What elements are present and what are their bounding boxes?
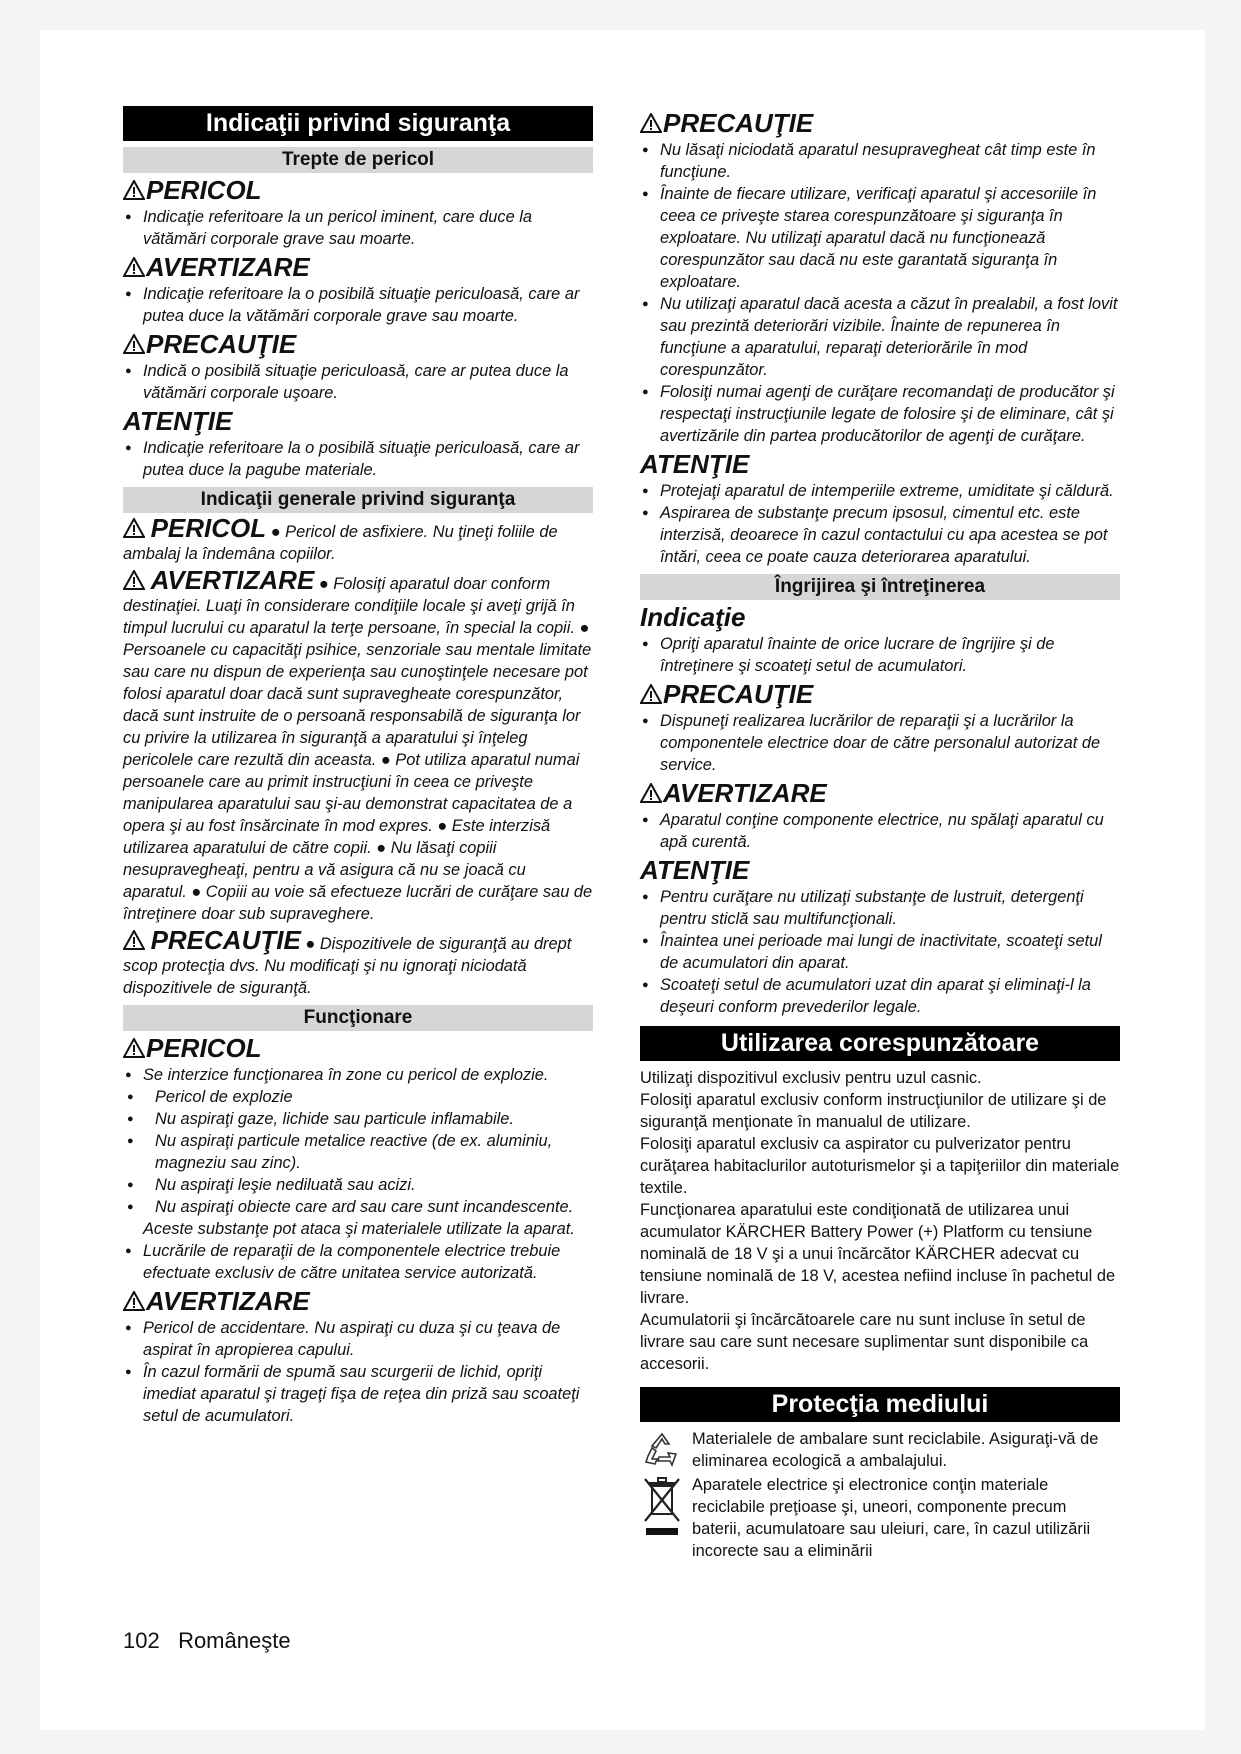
signal-precautie: PRECAUŢIE bbox=[123, 329, 593, 360]
use-paragraph: Folosiţi aparatul exclusiv conform instrucţiunilor de utilizare şi de siguranţă menţionate în manualul de utilizare. bbox=[640, 1091, 1107, 1131]
subsection-operation: Funcţionare bbox=[123, 1005, 593, 1031]
signal-pericol: PERICOL bbox=[123, 175, 593, 206]
list-item: ● Se interzice funcţionarea în zone cu pericol de explozie. bbox=[123, 1064, 593, 1086]
language-label: Româneşte bbox=[178, 1628, 291, 1653]
subsection-danger-levels: Trepte de pericol bbox=[123, 147, 593, 173]
list-item: ● Nu aspiraţi obiecte care ard sau care sunt incandescente. bbox=[123, 1196, 593, 1218]
section-title-environment: Protecţia mediului bbox=[640, 1387, 1120, 1422]
warning-triangle-icon bbox=[123, 334, 145, 354]
general-precautie-para: PRECAUŢIE ● Dispozitivele de siguranţă au drept scop protecţia dvs. Nu modificaţi şi nu ignoraţi niciodată dispozitivele de siguranţă. bbox=[123, 925, 572, 997]
signal-precautie: PRECAUŢIE bbox=[640, 108, 1120, 139]
warning-triangle-icon bbox=[123, 518, 145, 538]
env-paragraph: Materialele de ambalare sunt reciclabile. Asiguraţi-vă de eliminarea ecologică a ambalajului. bbox=[692, 1430, 1099, 1470]
warning-triangle-icon bbox=[123, 930, 145, 950]
page-footer bbox=[123, 1628, 291, 1654]
warning-triangle-icon bbox=[640, 684, 662, 704]
list-item: ● Protejaţi aparatul de intemperiile extreme, umiditate şi căldură. bbox=[640, 480, 1120, 502]
signal-avertizare: AVERTIZARE bbox=[123, 252, 593, 283]
level-avertizare-text: ● Indicaţie referitoare la o posibilă situaţie periculoasă, care ar putea duce la vătămări corporale grave sau moarte. bbox=[123, 283, 593, 327]
warning-triangle-icon bbox=[123, 180, 145, 200]
section-title-safety: Indicaţii privind siguranţa bbox=[123, 106, 593, 141]
list-item: ● Aparatul conţine componente electrice, nu spălaţi aparatul cu apă curentă. bbox=[640, 809, 1120, 853]
level-pericol-text: ● Indicaţie referitoare la un pericol iminent, care duce la vătămări corporale grave sau moarte. bbox=[123, 206, 593, 250]
signal-atentie: ATENŢIE bbox=[640, 855, 750, 885]
subsection-general-safety: Indicaţii generale privind siguranţa bbox=[123, 487, 593, 513]
list-item: ● Pentru curăţare nu utilizaţi substanţe de lustruit, detergenţi pentru sticlă sau multifuncţionali. bbox=[640, 886, 1120, 930]
level-atentie-text: ● Indicaţie referitoare la o posibilă situaţie periculoasă, care ar putea duce la pagube materiale. bbox=[123, 437, 593, 481]
level-precautie-text: ● Indică o posibilă situaţie periculoasă, care ar putea duce la vătămări corporale uşoare. bbox=[123, 360, 593, 404]
list-item: ● Nu aspiraţi gaze, lichide sau particule inflamabile. bbox=[123, 1108, 593, 1130]
list-item: ● Folosiţi numai agenţi de curăţare recomandaţi de producător şi respectaţi instrucţiunile legate de folosire şi de eliminare, cât şi avertizările din partea producătorilor de agenţi de curăţare. bbox=[640, 381, 1120, 447]
warning-triangle-icon bbox=[640, 113, 662, 133]
signal-atentie: ATENŢIE bbox=[123, 406, 233, 436]
signal-pericol: PERICOL bbox=[123, 1033, 593, 1064]
signal-indicatie: Indicaţie bbox=[640, 602, 746, 632]
warning-triangle-icon bbox=[123, 257, 145, 277]
warning-triangle-icon bbox=[640, 783, 662, 803]
list-item: ● Pericol de accidentare. Nu aspiraţi cu duza şi cu ţeava de aspirat în apropierea capului. bbox=[123, 1317, 593, 1361]
right-column bbox=[640, 106, 1120, 1562]
env-paragraph: Aparatele electrice şi electronice conţin materiale reciclabile preţioase şi, uneori, componente precum baterii, acumulatoare sau uleiuri, care, în cazul utilizării incorecte sau a eliminării bbox=[692, 1476, 1091, 1560]
env-packaging-row bbox=[640, 1428, 1120, 1474]
signal-atentie: ATENŢIE bbox=[640, 449, 750, 479]
list-item: ● Înaintea unei perioade mai lungi de inactivitate, scoateţi setul de acumulatori din aparat. bbox=[640, 930, 1120, 974]
signal-avertizare: AVERTIZARE bbox=[123, 1286, 593, 1317]
list-item: ● Pericol de explozie bbox=[123, 1086, 593, 1108]
list-item: ● În cazul formării de spumă sau scurgerii de lichid, opriţi imediat aparatul şi trageţi fişa de reţea din priză sau scoateţi setul de acumulatori. bbox=[123, 1361, 593, 1427]
page-number: 102 bbox=[123, 1628, 160, 1653]
list-item: ● Nu utilizaţi aparatul dacă acesta a căzut în prealabil, a fost lovit sau prezintă deteriorări vizibile. Înainte de repunerea în funcţiune a aparatului, reparaţi deteriorările în mod corespunzător. bbox=[640, 293, 1120, 381]
warning-triangle-icon bbox=[123, 1038, 145, 1058]
use-paragraph: Folosiţi aparatul exclusiv ca aspirator cu pulverizator pentru curăţarea habitaclurilor autoturismelor şi a tapiţeriilor din materiale textile. bbox=[640, 1135, 1120, 1197]
list-item: ● Aspirarea de substanţe precum ipsosul, cimentul etc. este interzisă, deoarece în cazul contactului cu apa acestea se pot întări, ceea ce poate cauza deteriorarea aparatului. bbox=[640, 502, 1120, 568]
note-text: Aceste substanţe pot ataca şi materialele utilizate la aparat. bbox=[143, 1220, 575, 1238]
list-item: ● Opriţi aparatul înainte de orice lucrare de îngrijire şi de întreţinere şi scoateţi setul de acumulatori. bbox=[640, 633, 1120, 677]
list-item: ● Lucrările de reparaţii de la componentele electrice trebuie efectuate exclusiv de către unitatea service autorizată. bbox=[123, 1240, 593, 1284]
signal-avertizare: AVERTIZARE bbox=[640, 778, 1120, 809]
use-paragraph: Utilizaţi dispozitivul exclusiv pentru uzul casnic. bbox=[640, 1069, 982, 1087]
list-item: ● Nu lăsaţi niciodată aparatul nesupravegheat cât timp este în funcţiune. bbox=[640, 139, 1120, 183]
section-title-intended-use: Utilizarea corespunzătoare bbox=[640, 1026, 1120, 1061]
signal-precautie: PRECAUŢIE bbox=[640, 679, 1120, 710]
crossed-bin-icon bbox=[642, 1476, 682, 1538]
use-paragraph: Acumulatorii şi încărcătoarele care nu sunt incluse în setul de livrare sau care sunt necesare suplimentar sunt disponibile ca accesorii. bbox=[640, 1311, 1089, 1373]
left-column bbox=[123, 106, 593, 1427]
warning-triangle-icon bbox=[123, 570, 145, 590]
list-item: ● Nu aspiraţi particule metalice reactive (de ex. aluminiu, magneziu sau zinc). bbox=[123, 1130, 593, 1174]
general-pericol-para: PERICOL ● Pericol de asfixiere. Nu ţineţi foliile de ambalaj la îndemâna copiilor. bbox=[123, 513, 558, 563]
list-item: ● Nu aspiraţi leşie nediluată sau acizi. bbox=[123, 1174, 593, 1196]
general-avertizare-para: AVERTIZARE ● Folosiţi aparatul doar conform destinaţiei. Luaţi în considerare condiţiile locale şi aveţi grijă în timpul lucrului cu aparatul la terţe persoane, în special la copii. ● Persoanele cu capacităţi psihice, senzoriale sau mentale limitate sau care nu dispun de experienţa sau cunoştinţele necesare pot folosi aparatul doar dacă sunt supravegheate corespunzător, dacă sunt instruite de o persoană responsabilă de siguranţa lor cu privire la utilizarea în siguranţă a aparatului şi înţeleg pericolele care rezultă din aceasta. ● Pot utiliza aparatul numai persoanele care au primit instrucţiuni în ceea ce priveşte manipularea aparatului sau şi-au demonstrat capacitatea de a opera şi au fost însărcinate în mod expres. ● Este interzisă utilizarea aparatului de către copii. ● Nu lăsaţi copiii nesupravegheaţi, pentru a vă asigura că nu se joacă cu aparatul. ● Copiii au voie să efectueze lucrări de curăţare sau de întreţinere doar sub supraveghere. bbox=[123, 565, 593, 923]
list-item: ● Scoateţi setul de acumulatori uzat din aparat şi eliminaţi-l la deşeuri conform prevederilor legale. bbox=[640, 974, 1120, 1018]
list-item: ● Înainte de fiecare utilizare, verificaţi aparatul şi accesoriile în ceea ce priveşte starea corespunzătoare şi siguranţa în exploatare. Nu utilizaţi aparatul dacă nu funcţionează corespunzător sau dacă nu este garantată siguranţa în exploatare. bbox=[640, 183, 1120, 293]
list-item: ● Dispuneţi realizarea lucrărilor de reparaţii şi a lucrărilor la componentele electrice doar de către personalul autorizat de service. bbox=[640, 710, 1120, 776]
subsection-care-maintenance: Îngrijirea şi întreţinerea bbox=[640, 574, 1120, 600]
recycle-icon bbox=[642, 1430, 682, 1470]
use-paragraph: Funcţionarea aparatului este condiţionată de utilizarea unui acumulator KÄRCHER Battery Power (+) Platform cu tensiune nominală de 18 V şi a unui încărcător KÄRCHER adecvat cu tensiune nominală de 18 V, acestea nefiind incluse în pachetul de livrare. bbox=[640, 1201, 1116, 1307]
warning-triangle-icon bbox=[123, 1291, 145, 1311]
env-weee-row bbox=[640, 1474, 1120, 1562]
